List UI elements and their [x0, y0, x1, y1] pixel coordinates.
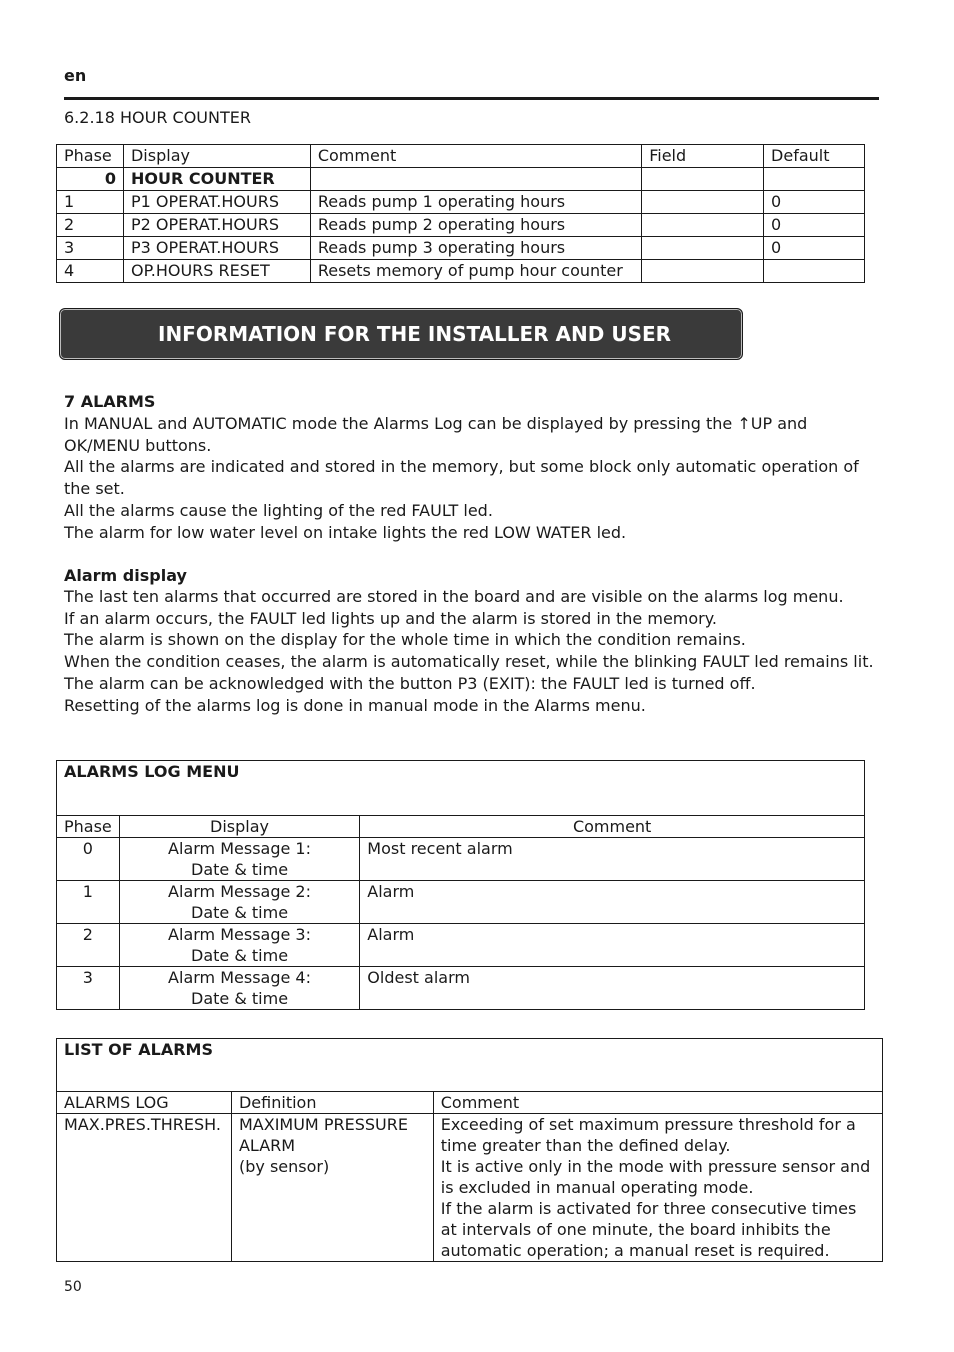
header-cell: Comment [310, 145, 641, 168]
display-cell: P2 OPERAT.HOURS [123, 214, 310, 237]
table-row [57, 237, 865, 260]
comment-cell: Most recent alarm [360, 838, 865, 881]
field-cell [642, 237, 764, 260]
display-line: Alarm Message 3: [168, 925, 311, 944]
comment-line: If the alarm is activated for three consecutive times at intervals of one minute, the board inhibits the automatic operation; a manual reset is required. [440, 1199, 857, 1260]
comment-cell [433, 1114, 882, 1262]
default-cell [764, 168, 865, 191]
default-cell [764, 260, 865, 283]
field-cell [642, 214, 764, 237]
paragraph: The alarm can be acknowledged with the button P3 (EXIT): the FAULT led is turned off. [64, 673, 756, 693]
alarms-heading: 7 ALARMS [64, 392, 156, 411]
header-cell: Default [764, 145, 865, 168]
table-row [57, 838, 865, 881]
table-header-row [57, 145, 865, 168]
alarm-display-text [64, 586, 879, 716]
display-line: Date & time [191, 903, 289, 922]
display-cell: P1 OPERAT.HOURS [123, 191, 310, 214]
header-cell: Field [642, 145, 764, 168]
default-cell: 0 [764, 237, 865, 260]
section-title: 6.2.18 HOUR COUNTER [64, 108, 251, 127]
table-row [57, 214, 865, 237]
display-cell [119, 924, 360, 967]
paragraph: In MANUAL and AUTOMATIC mode the Alarms Log can be displayed by pressing the ↑UP and OK/MENU buttons. [64, 414, 808, 455]
display-cell [119, 881, 360, 924]
list-of-alarms-table [56, 1038, 883, 1262]
phase-cell: 2 [57, 924, 120, 967]
display-line: Alarm Message 1: [168, 839, 311, 858]
phase-cell: 4 [57, 260, 124, 283]
display-line: Date & time [191, 989, 289, 1008]
comment-cell: Resets memory of pump hour counter [310, 260, 641, 283]
phase-cell: 2 [57, 214, 124, 237]
phase-cell: 1 [57, 191, 124, 214]
display-line: Date & time [191, 946, 289, 965]
display-cell: P3 OPERAT.HOURS [123, 237, 310, 260]
phase-cell: 3 [57, 237, 124, 260]
display-cell: HOUR COUNTER [123, 168, 310, 191]
default-cell: 0 [764, 191, 865, 214]
table-row [57, 260, 865, 283]
display-cell [119, 838, 360, 881]
header-cell: Phase [57, 816, 120, 838]
comment-line: Exceeding of set maximum pressure threshold for a time greater than the defined delay. [440, 1115, 856, 1155]
table-title: ALARMS LOG MENU [57, 761, 865, 816]
table-row [57, 168, 865, 191]
comment-line: It is active only in the mode with pressure sensor and is excluded in manual operating mode. [440, 1157, 871, 1197]
paragraph: The alarm for low water level on intake lights the red LOW WATER led. [64, 522, 627, 542]
table-row [57, 924, 865, 967]
display-line: Alarm Message 2: [168, 882, 311, 901]
header-cell: Display [119, 816, 360, 838]
default-cell: 0 [764, 214, 865, 237]
phase-cell: 0 [57, 838, 120, 881]
info-banner: INFORMATION FOR THE INSTALLER AND USER [59, 308, 743, 360]
display-cell [119, 967, 360, 1010]
header-cell: Display [123, 145, 310, 168]
log-cell: MAX.PRES.THRESH. [57, 1114, 232, 1262]
field-cell [642, 191, 764, 214]
paragraph: If an alarm occurs, the FAULT led lights up and the alarm is stored in the memory. [64, 608, 718, 628]
header-cell: Comment [433, 1092, 882, 1114]
comment-cell: Alarm [360, 924, 865, 967]
header-rule [64, 97, 879, 100]
comment-cell: Reads pump 2 operating hours [310, 214, 641, 237]
header-cell: Definition [231, 1092, 433, 1114]
phase-cell: 1 [57, 881, 120, 924]
phase-cell: 3 [57, 967, 120, 1010]
table-header-row [57, 816, 865, 838]
definition-line: (by sensor) [238, 1157, 330, 1176]
definition-cell [231, 1114, 433, 1262]
table-title: LIST OF ALARMS [57, 1039, 883, 1092]
paragraph: All the alarms cause the lighting of the red FAULT led. [64, 500, 493, 520]
paragraph: All the alarms are indicated and stored in the memory, but some block only automatic operation of the set. [64, 457, 859, 499]
header-cell: ALARMS LOG [57, 1092, 232, 1114]
phase-cell: 0 [57, 168, 124, 191]
field-cell [642, 260, 764, 283]
display-cell: OP.HOURS RESET [123, 260, 310, 283]
header-cell: Comment [360, 816, 865, 838]
comment-cell: Alarm [360, 881, 865, 924]
table-row [57, 881, 865, 924]
alarm-display-heading: Alarm display [64, 566, 187, 585]
comment-cell [310, 168, 641, 191]
comment-cell: Reads pump 1 operating hours [310, 191, 641, 214]
language-code: en [64, 66, 87, 85]
page-number: 50 [64, 1279, 82, 1295]
alarms-log-table [56, 760, 865, 1010]
field-cell [642, 168, 764, 191]
comment-cell: Reads pump 3 operating hours [310, 237, 641, 260]
header-cell: Phase [57, 145, 124, 168]
display-line: Date & time [191, 860, 289, 879]
paragraph: The last ten alarms that occurred are stored in the board and are visible on the alarms log menu. [64, 587, 844, 606]
table-row [57, 191, 865, 214]
comment-cell: Oldest alarm [360, 967, 865, 1010]
paragraph: Resetting of the alarms log is done in manual mode in the Alarms menu. [64, 695, 646, 715]
table-row [57, 967, 865, 1010]
paragraph: When the condition ceases, the alarm is automatically reset, while the blinking FAULT led remains lit. [64, 652, 874, 672]
alarms-text [64, 413, 879, 543]
hour-counter-table [56, 144, 865, 283]
table-row [57, 1114, 883, 1262]
paragraph: The alarm is shown on the display for the whole time in which the condition remains. [64, 630, 746, 650]
definition-line: MAXIMUM PRESSURE ALARM [238, 1115, 408, 1155]
table-header-row [57, 1092, 883, 1114]
display-line: Alarm Message 4: [168, 968, 311, 987]
